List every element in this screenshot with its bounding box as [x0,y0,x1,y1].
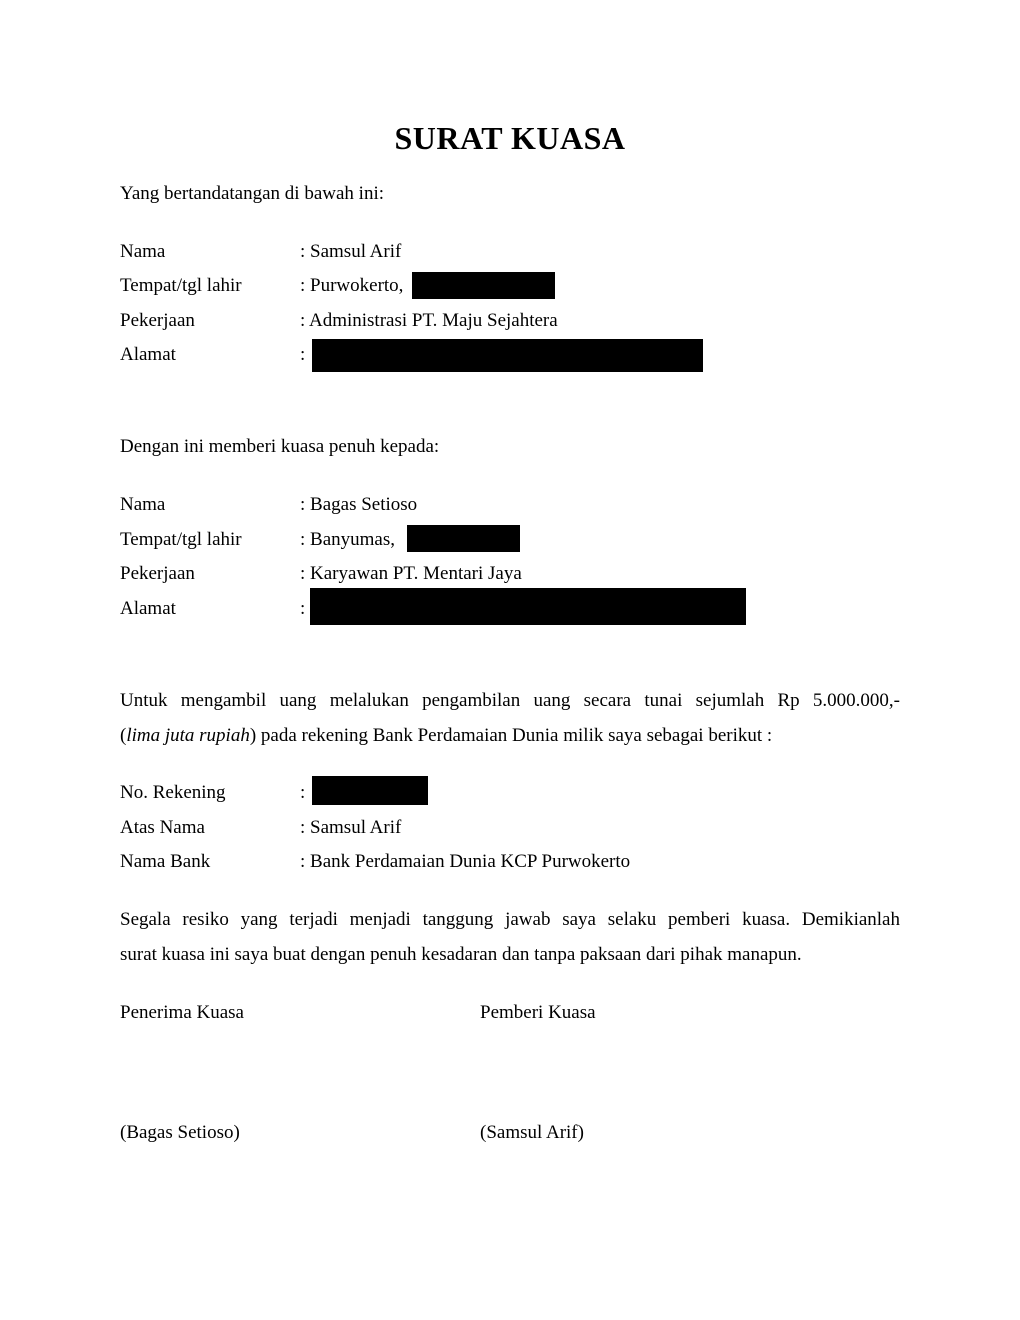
grantee-name-label: Nama [120,494,166,515]
grantee-address-value: : [300,598,306,619]
purpose-paragraph [120,683,900,753]
transition-text: Dengan ini memberi kuasa penuh kepada: [120,436,440,457]
receiver-role-label: Penerima Kuasa [120,1002,244,1023]
grantor-job-value: : Administrasi PT. Maju Sejahtera [300,310,558,331]
grantor-birth-value: : Purwokerto, [300,275,404,296]
grantor-birth-label: Tempat/tgl lahir [120,275,242,296]
grantor-name-value: : Samsul Arif [300,241,402,262]
account-bank-value: : Bank Perdamaian Dunia KCP Purwokerto [300,851,631,872]
purpose-line-1: Untuk mengambil uang melalukan pengambilan uang secara tunai sejumlah Rp 5.000.000,- [120,690,900,711]
redacted-grantee-address [310,588,746,625]
grantee-address-label: Alamat [120,598,176,619]
closing-line-2: surat kuasa ini saya buat dengan penuh kesadaran dan tanpa paksaan dari pihak manapun. [120,944,802,965]
purpose-open-paren: ( [120,725,127,746]
grantor-address-value: : [300,344,306,365]
document-title: SURAT KUASA [394,120,626,156]
account-holder-label: Atas Nama [120,817,205,838]
closing-line-1: Segala resiko yang terjadi menjadi tanggung jawab saya selaku pemberi kuasa. Demikianlah [120,909,900,930]
grantee-birth-value: : Banyumas, [300,529,395,550]
redacted-grantee-birthdate [407,525,520,552]
redacted-account-number [312,776,428,805]
grantor-name-label: Nama [120,241,166,262]
grantee-job-label: Pekerjaan [120,563,195,584]
giver-signature-name: (Samsul Arif) [480,1122,584,1143]
receiver-signature-name: (Bagas Setioso) [120,1122,240,1143]
closing-paragraph [120,902,900,972]
redacted-grantor-address [312,339,703,372]
purpose-line-2-rest: ) pada rekening Bank Perdamaian Dunia milik saya sebagai berikut : [249,725,773,746]
purpose-line-2 [120,718,900,753]
account-holder-value: : Samsul Arif [300,817,402,838]
redacted-grantor-birthdate [412,272,555,299]
account-bank-label: Nama Bank [120,851,211,872]
grantor-job-label: Pekerjaan [120,310,195,331]
grantee-job-value: : Karyawan PT. Mentari Jaya [300,563,522,584]
account-number-label: No. Rekening [120,782,226,803]
grantee-birth-label: Tempat/tgl lahir [120,529,242,550]
intro-text: Yang bertandatangan di bawah ini: [120,183,385,204]
account-number-value: : [300,782,306,803]
giver-role-label: Pemberi Kuasa [480,1002,596,1023]
grantee-name-value: : Bagas Setioso [300,494,418,515]
purpose-amount-words: lima juta rupiah [126,725,250,746]
grantor-address-label: Alamat [120,344,176,365]
